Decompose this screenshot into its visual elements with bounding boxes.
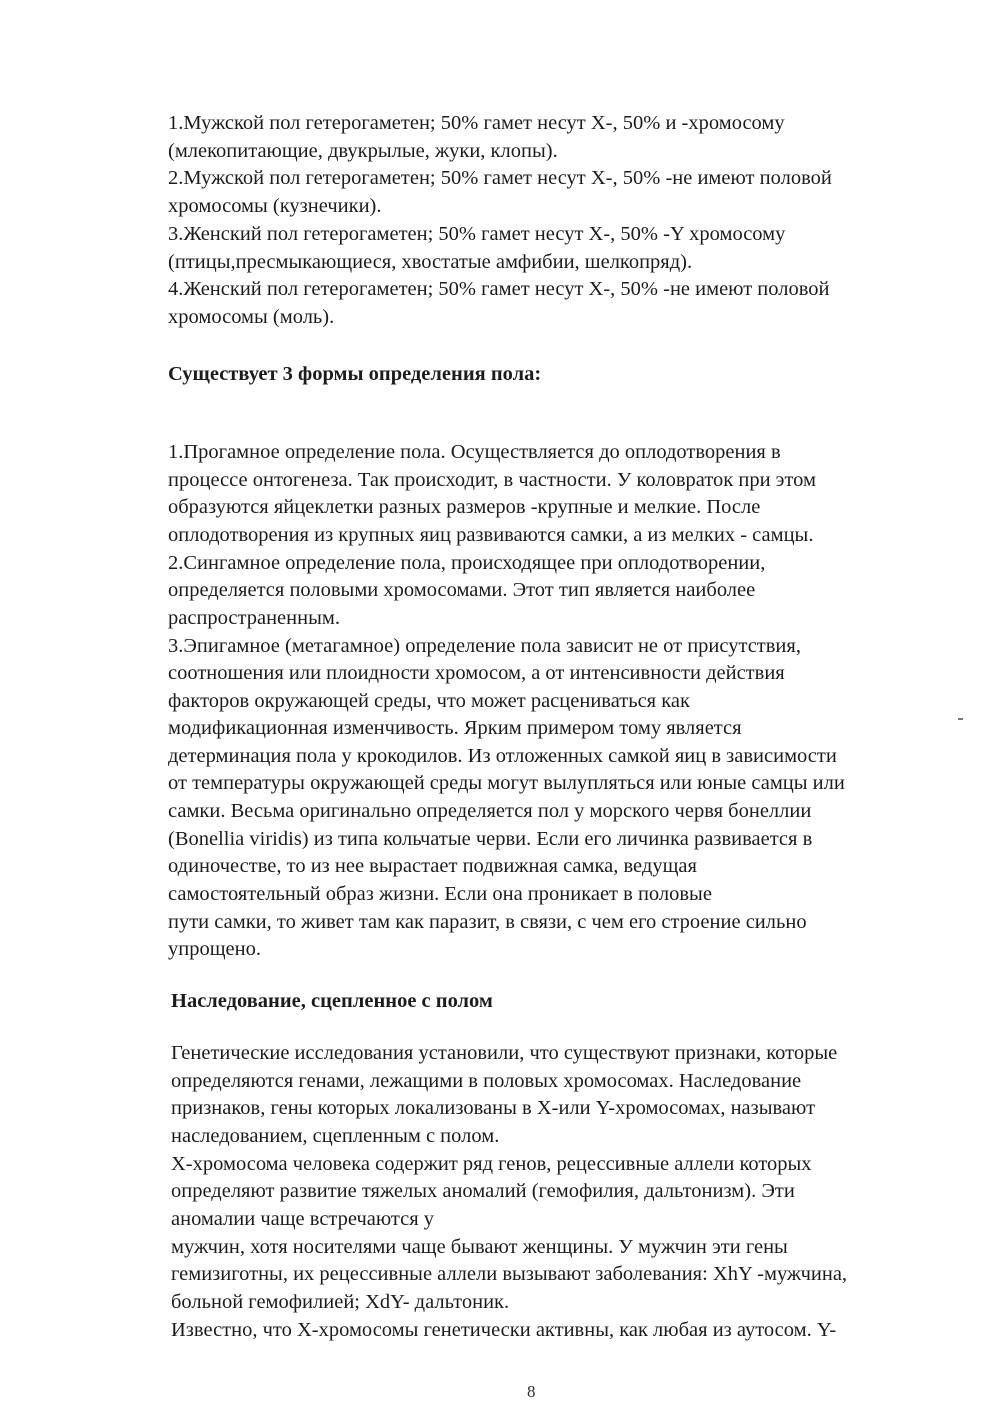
text-line: одиночестве, то из нее вырастает подвижная самка, ведущая	[168, 855, 697, 877]
section-heading-sex-determination: Существует 3 формы определения пола:	[168, 363, 542, 385]
text-line: гемизиготны, их рецессивные аллели вызывают заболевания: XhY -мужчина,	[171, 1263, 848, 1285]
text-line: 3.Эпигамное (метагамное) определение пола зависит не от присутствия,	[168, 635, 801, 657]
text-line: определяется половыми хромосомами. Этот тип является наиболее	[168, 579, 756, 601]
text-line: Известно, что X-хромосомы генетически активны, как любая из аутосом. Y-	[171, 1319, 837, 1341]
text-line: хромосомы (моль).	[168, 306, 335, 328]
text-line: мужчин, хотя носителями чаще бывают женщины. У мужчин эти гены	[171, 1236, 788, 1258]
text-line: определяют развитие тяжелых аномалий (гемофилия, дальтонизм). Эти	[171, 1180, 795, 1202]
text-line: больной гемофилией; XdY- дальтоник.	[171, 1291, 510, 1313]
text-line: от температуры окружающей среды могут вылупляться или юные самцы или	[168, 772, 845, 794]
text-line: факторов окружающей среды, что может расцениваться как	[168, 690, 690, 712]
text-line: упрощено.	[168, 938, 261, 960]
page-number: 8	[527, 1382, 536, 1401]
text-line: наследованием, сцепленным с полом.	[171, 1125, 500, 1147]
text-line: образуются яйцеклетки разных размеров -крупные и мелкие. После	[168, 496, 761, 518]
text-line: детерминация пола у крокодилов. Из отложенных самкой яиц в зависимости	[168, 745, 837, 767]
text-line: самостоятельный образ жизни. Если она проникает в половые	[168, 883, 712, 905]
text-line: модификационная изменчивость. Ярким примером тому является	[168, 717, 742, 739]
text-line: X-хромосома человека содержит ряд генов, рецессивные аллели которых	[171, 1153, 812, 1175]
text-line: хромосомы (кузнечики).	[168, 195, 382, 217]
text-line: определяются генами, лежащими в половых хромосомах. Наследование	[171, 1070, 802, 1092]
text-line: 2.Мужской пол гетерогаметен; 50% гамет несут X-, 50% -не имеют половой	[168, 167, 832, 189]
text-line: 1.Прогамное определение пола. Осуществляется до оплодотворения в	[168, 441, 781, 463]
text-line: соотношения или плоидности хромосом, а от интенсивности действия	[168, 662, 785, 684]
text-line: (птицы,пресмыкающиеся, хвостатые амфибии, шелкопряд).	[168, 251, 693, 273]
text-line: 1.Мужской пол гетерогаметен; 50% гамет несут X-, 50% и -хромосому	[168, 112, 785, 134]
text-line: пути самки, то живет там как паразит, в связи, с чем его строение сильно	[168, 911, 807, 933]
text-line: 2.Сингамное определение пола, происходящее при оплодотворении,	[168, 552, 766, 574]
text-line: Генетические исследования установили, что существуют признаки, которые	[171, 1042, 838, 1064]
text-line: распространенным.	[168, 607, 340, 629]
text-line: аномалии чаще встречаются у	[171, 1208, 435, 1230]
text-line: 3.Женский пол гетерогаметен; 50% гамет несут X-, 50% -Y хромосому	[168, 223, 786, 245]
scan-speck	[958, 718, 963, 720]
text-line: (млекопитающие, двукрылые, жуки, клопы).	[168, 140, 558, 162]
text-line: оплодотворения из крупных яиц развиваются самки, а из мелких - самцы.	[168, 524, 814, 546]
text-line: самки. Весьма оригинально определяется пол у морского червя бонеллии	[168, 800, 812, 822]
text-line: (Bonellia viridis) из типа кольчатые черви. Если его личинка развивается в	[168, 828, 813, 850]
text-line: 4.Женский пол гетерогаметен; 50% гамет несут X-, 50% -не имеют половой	[168, 278, 830, 300]
text-line: признаков, гены которых локализованы в X-или Y-хромосомах, называют	[171, 1097, 816, 1119]
section-heading-sex-linked: Наследование, сцепленное с полом	[171, 990, 493, 1012]
text-line: процессе онтогенеза. Так происходит, в частности. У коловраток при этом	[168, 469, 817, 491]
